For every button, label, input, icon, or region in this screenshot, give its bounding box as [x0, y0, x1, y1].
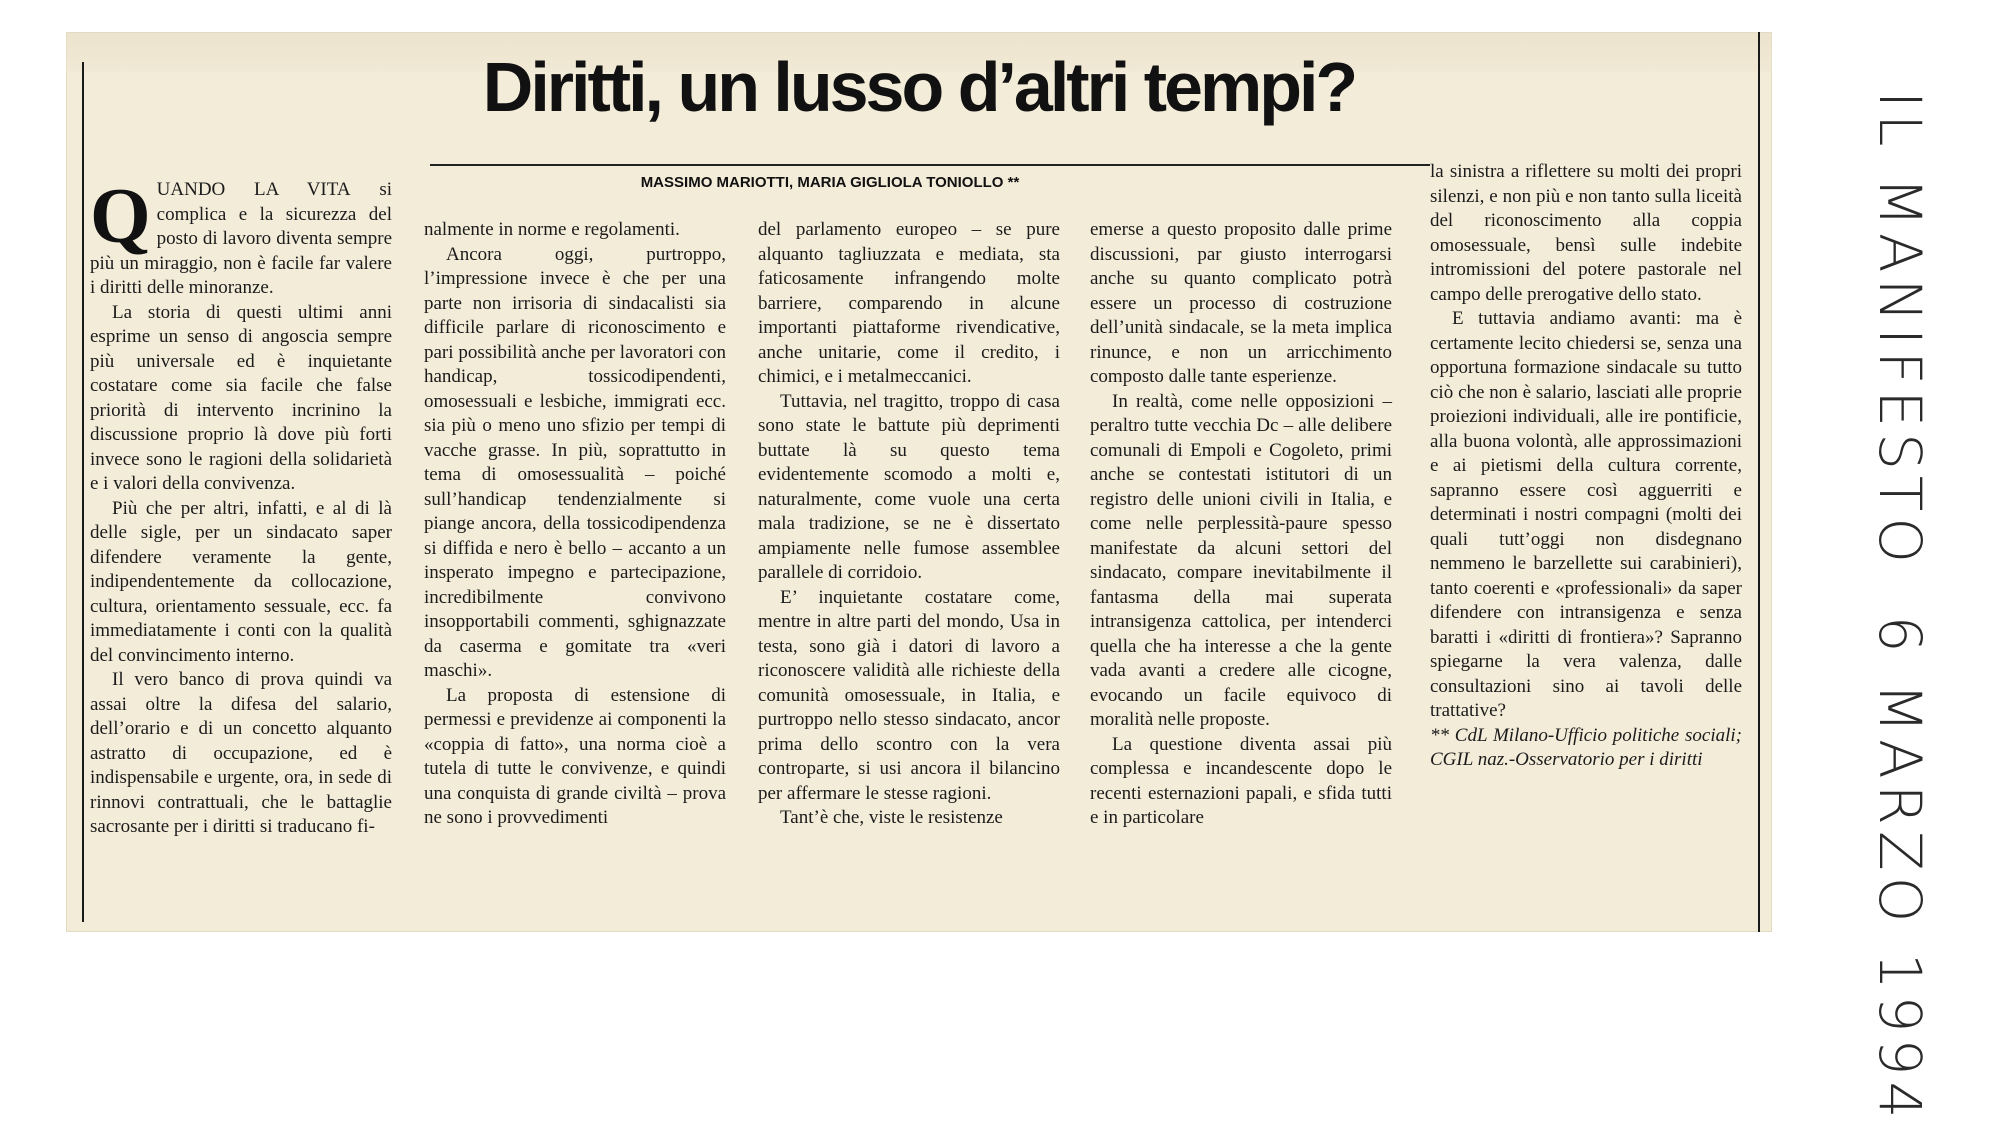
paragraph: Più che per altri, infatti, e al di là delle sigle, per un sindacato saper difendere veramente la gente, indipendentemente da collocazione, cultura, orientamento sessuale, ecc. fa immediatamente i conti con la qualità del convincimento interno.	[90, 497, 392, 666]
paragraph: Il vero banco di prova quindi va assai oltre la difesa del salario, dell’orario e di un concetto alquanto astratto di occupazione, ed è indispensabile e urgente, ora, in sede di rinnovi contrattuali, che le battaglie sacrosante per i diritti si traducano fi-	[90, 669, 392, 837]
article-column-2	[424, 218, 726, 831]
article-byline: MASSIMO MARIOTTI, MARIA GIGLIOLA TONIOLLO **	[640, 174, 1020, 191]
article-column-1	[90, 172, 392, 840]
handwritten-source-note: IL MANIFESTO	[1866, 91, 1934, 569]
paragraph-text: si complica e la sicurezza del posto di lavoro diventa sempre più un miraggio, non è facile far valere i diritti delle minoranze.	[90, 179, 392, 298]
paragraph: la sinistra a riflettere su molti dei propri silenzi, e non più e non tanto sulla liceità del riconoscimento alla coppia omosessuale, bensì sulle indebite intromissioni del potere pastorale nel campo delle prerogative dello stato.	[1430, 161, 1742, 305]
paragraph: E’ inquietante costatare come, mentre in altre parti del mondo, Usa in testa, sono già i datori di lavoro a riconoscere validità alle richieste della comunità omosessuale, in Italia, e purtroppo nello stesso sindacato, ancor prima dello scontro con la vera controparte, si usi ancora il bilancino per affermare le stesse ragioni.	[758, 586, 1060, 804]
paragraph: In realtà, come nelle opposizioni – peraltro tutte vecchia Dc – alle delibere comunali di Empoli e Cogoleto, primi anche se contestati istitutori di un registro delle unioni civili in Italia, e come nelle perplessità-paure spesso manifestate da alcuni settori del sindacato, compare inevitabilmente il fantasma della mai superata intransigenza cattolica, per intenderci quella che ha interesse a che la gente vada avanti a credere alle cicogne, evocando un facile equivoco di moralità nelle proposte.	[1090, 390, 1392, 730]
paragraph: Tant’è che, viste le resistenze	[780, 807, 1003, 828]
author-footnote: ** CdL Milano-Ufficio politiche sociali; CGIL naz.-Osservatorio per i diritti	[1430, 724, 1742, 770]
handwritten-date-note: 6 MARZO 1994	[1866, 615, 1934, 1124]
article-headline: Diritti, un lusso d’altri tempi?	[482, 48, 1356, 126]
paragraph	[90, 172, 392, 301]
paragraph: Ancora oggi, purtroppo, l’impressione invece è che per una parte non irrisoria di sindacalisti sia difficile parlare di riconoscimento e pari possibilità anche per lavoratori con handicap, tossicodipendenti, omosessuali e lesbiche, immigrati ecc. sia più o meno uno sfizio per tempi di vacche grasse. In più, soprattutto in tema di omosessualità – poiché sull’handicap tendenzialmente si piange ancora, della tossicodipendenza si diffida e nero è bello – accanto a un insperato impegno e partecipazione, incredibilmente convivono insopportabili commenti, sghignazzate da caserma e gomitate tra «veri maschi».	[424, 243, 726, 681]
paragraph: del parlamento europeo – se pure alquanto tagliuzzata e mediata, sta faticosamente infrangendo molte barriere, comparendo in alcune importanti piattaforme rivendicative, anche unitarie, come il credito, i chimici, e i metalmeccanici.	[758, 219, 1060, 387]
byline-divider	[430, 164, 1430, 166]
newspaper-clipping	[66, 32, 1772, 932]
drop-cap: Q	[90, 172, 151, 259]
paragraph: nalmente in norme e regolamenti.	[424, 219, 680, 240]
paragraph: La proposta di estensione di permessi e previdenze ai componenti la «coppia di fatto», una norma cioè a tutela di tutte le convivenze, e quindi una conquista di grande civiltà – prova ne sono i provvedimenti	[424, 684, 726, 828]
paragraph: Tuttavia, nel tragitto, troppo di casa sono state le battute più deprimenti buttate là su questo tema evidentemente scomodo a molti e, naturalmente, come vuole una certa mala tradizione, se ne è dissertato ampiamente nelle fumose assemblee parallele di corridoio.	[758, 390, 1060, 583]
article-column-4	[1090, 218, 1392, 831]
paragraph: La storia di questi ultimi anni esprime un senso di angoscia sempre più universale ed è inquietante costatare come sia facile che false priorità di intervento incrinino la discussione proprio là dove più forti invece sono le ragioni della solidarietà e i valori della convivenza.	[90, 301, 392, 494]
paragraph: E tuttavia andiamo avanti: ma è certamente lecito chiedersi se, senza una opportuna formazione sindacale su tutto ciò che non è salario, lasciati alle proprie proiezioni individuali, alle ire pontificie, alla buona volontà, alle approssimazioni e ai pietismi della cultura corrente, sapranno essere così agguerriti e determinati i nostri compagni (molti dei quali tutt’oggi non disdegnano nemmeno le barzellette sui carabinieri), tanto coerenti e «professionali» da saper difendere con intransigenza e senza baratti i «diritti di frontiera»? Sapranno spiegarne la vera valenza, dalle consultazioni sino ai tavoli delle trattative?	[1430, 308, 1742, 721]
article-column-3	[758, 218, 1060, 831]
article-column-5	[1430, 160, 1742, 773]
paragraph: emerse a questo proposito dalle prime discussioni, par giusto interrogarsi anche su quanto complicato potrà essere un processo di costruzione dell’unità sindacale, se la meta implica rinunce, e non un arricchimento composto dalle tante esperienze.	[1090, 219, 1392, 387]
column-rule-left	[82, 62, 84, 922]
column-rule-right	[1758, 32, 1760, 932]
paragraph: La questione diventa assai più complessa e incandescente dopo le recenti esternazioni papali, e sfida tutti e in particolare	[1090, 733, 1392, 828]
lead-caps: UANDO LA VITA	[156, 179, 351, 200]
